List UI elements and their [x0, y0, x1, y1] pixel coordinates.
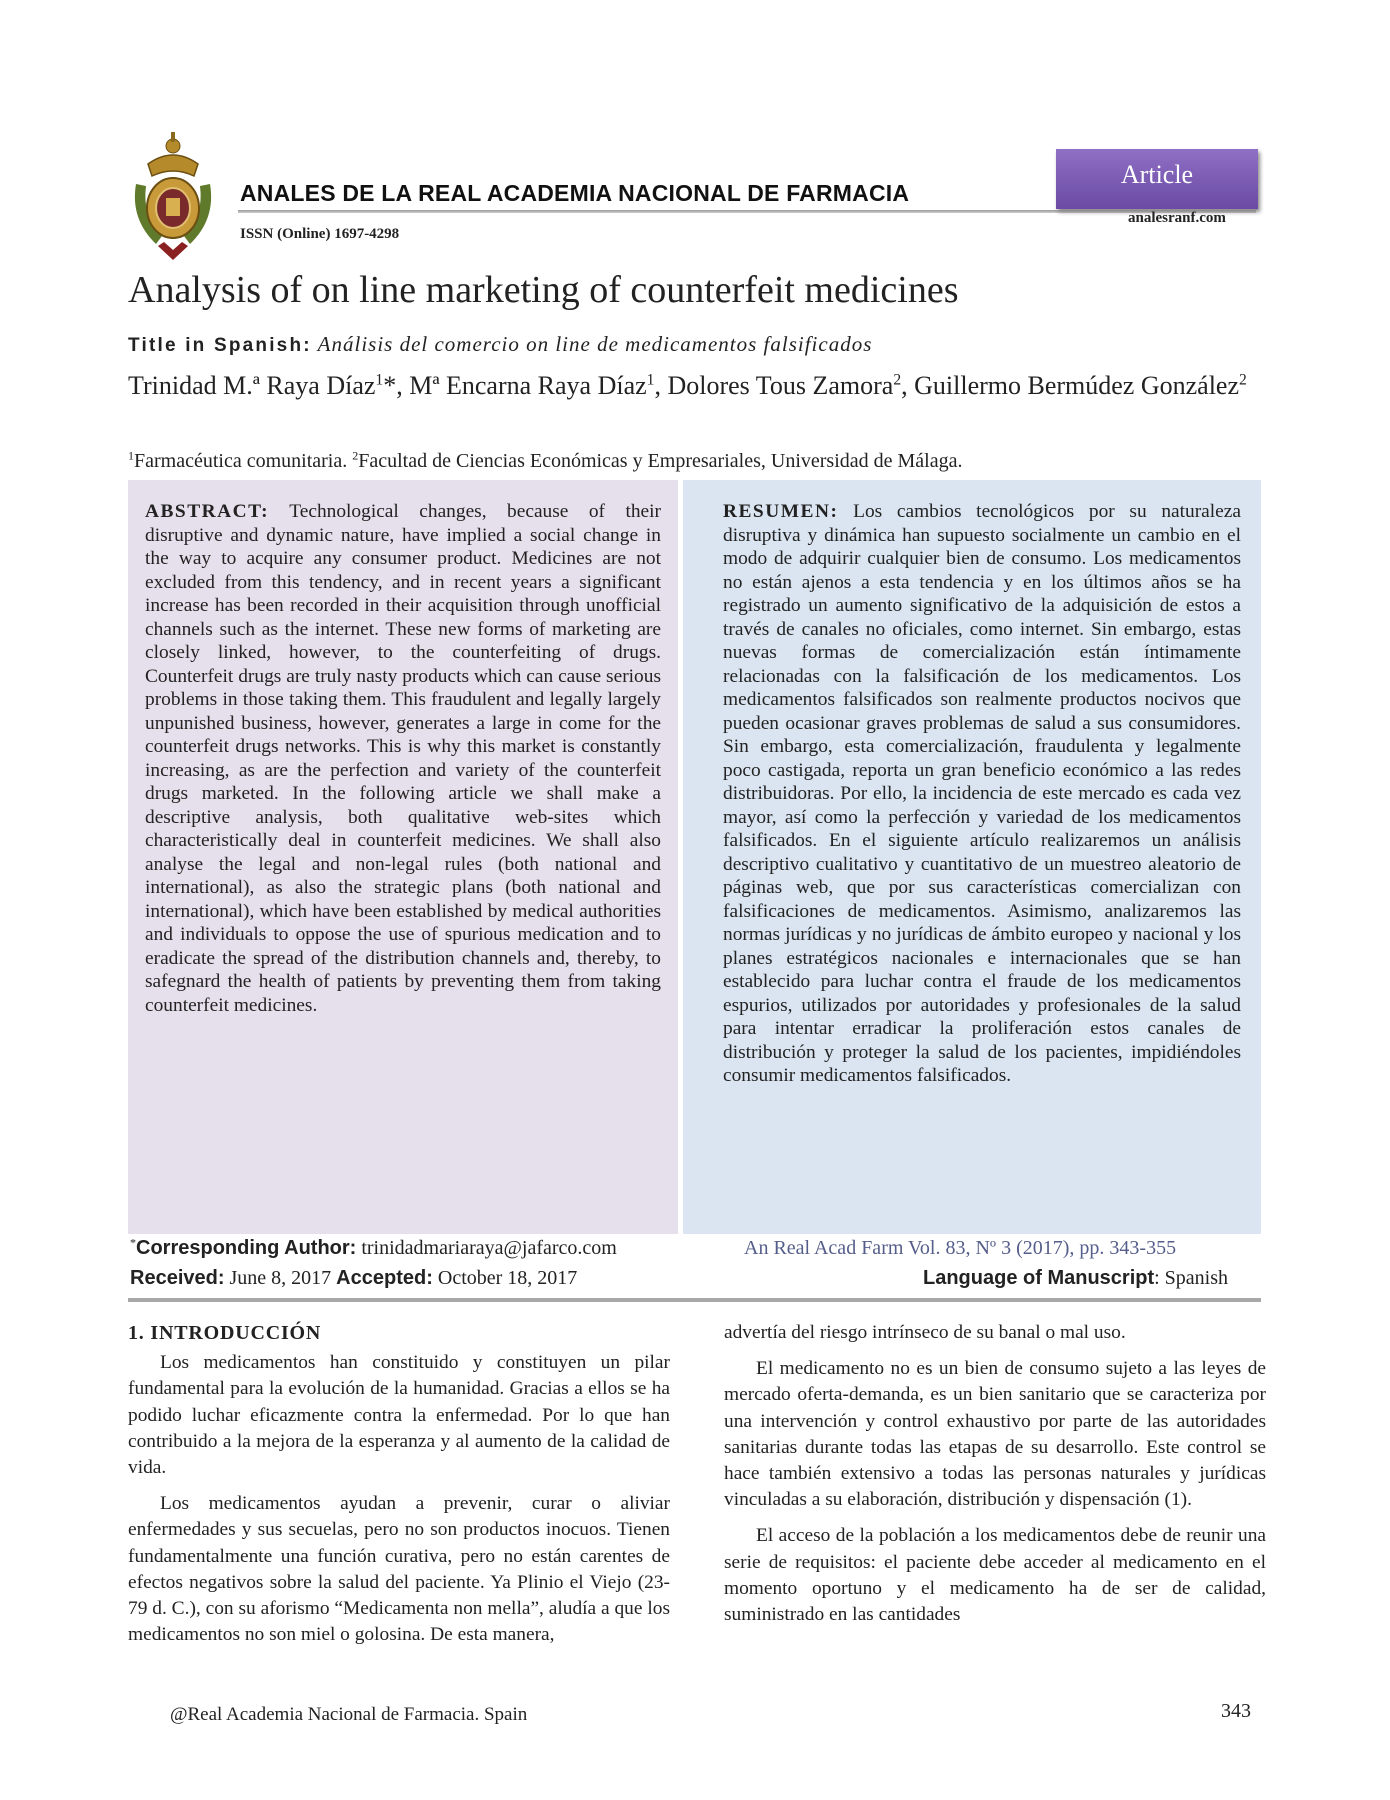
- footer-copyright: @Real Academia Nacional de Farmacia. Spain: [170, 1704, 528, 1725]
- spanish-title-label: Title in Spanish:: [128, 335, 312, 356]
- body-paragraph: Los medicamentos han constituido y constituyen un pilar fundamental para la evolución de la humanidad. Gracias a ellos se ha podido luchar eficazmente contra la enfermedad. Por lo que han contribuido a la mejora de la esperanza y al aumento de la calidad de vida.: [128, 1352, 670, 1479]
- affiliations: $^1$Farmacéutica comunitaria. $^2$Facultad de Ciencias Económicas y Empresariales, Universidad de Málaga.: [128, 448, 963, 472]
- body-paragraph: El acceso de la población a los medicamentos debe de reunir una serie de requisitos: el paciente debe acceder al medicamento en el momento oportuno y el medicamento ha de ser de calidad, suministrado en las cantidades: [724, 1525, 1266, 1626]
- spanish-title-line: [128, 332, 872, 357]
- body-column-right: [724, 1320, 1266, 1638]
- resumen-label: RESUMEN:: [723, 501, 839, 522]
- author-name: Dolores Tous Zamora: [667, 371, 894, 400]
- resumen-text: Los cambios tecnológicos por su naturaleza disruptiva y dinámica han supuesto socialmente un cambio en el modo de adquirir cualquier bien de consumo. Los medicamentos no están ajenos a esta tendencia y en los últimos años se ha registrado un aumento significativo de la adquisición de estos a través de canales no oficiales, como internet. Sin embargo, estas nuevas formas de comercialización están íntimamente relacionadas con la falsificación de los medicamentos. Los medicamentos falsificados son realmente productos nocivos que pueden ocasionar graves problemas de salud a sus consumidores. Sin embargo, esta comercialización, fraudulenta y legalmente poco castigada, reporta un gran beneficio económico a las redes distribuidoras. Por ello, la incidencia de este mercado es cada vez mayor, así como la perfección y variedad de los medicamentos falsificados. En el siguiente artículo realizaremos un análisis descriptivo cualitativo y cuantitativo de un muestreo aleatorio de páginas web, que por sus características comercializan con falsificaciones de medicamentos. Asimismo, analizaremos las normas jurídicas y no jurídicas de ámbito europeo y nacional y los planes estratégicos nacionales e internacionales que se han establecido para luchar contra el fraude de los medicamentos espurios, utilizados por autoridades y profesionales de la salud para intentar erradicar la proliferación estos canales de distribución y proteger la salud de los pacientes, impidiéndoles consumir medicamentos falsificados.: [723, 501, 1241, 1086]
- body-column-left: [128, 1320, 670, 1658]
- body-paragraph: El medicamento no es un bien de consumo sujeto a las leyes de mercado oferta-demanda, es un bien sanitario que se caracteriza por una intervención y control exhaustivo por parte de las autoridades sanitarias durante todas las etapas de su desarrollo. Este control se hace también extensivo a todas las personas naturales y jurídicas vinculadas a su elaboración, distribución y dispensación (1).: [724, 1358, 1266, 1511]
- academy-crest-logo: [128, 124, 218, 266]
- article-type-badge: Article: [1056, 149, 1258, 209]
- section-divider: [128, 1298, 1261, 1302]
- author-name: Mª Encarna Raya Díaz: [409, 371, 647, 400]
- abstract-spanish: [683, 480, 1261, 1234]
- section-heading: 1. INTRODUCCIÓN: [128, 1322, 322, 1344]
- body-paragraph-continued: advertía del riesgo intrínseco de su banal o mal uso.: [724, 1322, 1126, 1343]
- article-title: Analysis of on line marketing of counterfeit medicines: [128, 269, 959, 311]
- author-name: Guillermo Bermúdez González: [914, 371, 1239, 400]
- header-divider: [238, 210, 1256, 213]
- abstract-text: Technological changes, because of their disruptive and dynamic nature, have implied a social change in the way to acquire any consumer product. Medicines are not excluded from this tendency, and in recent years a significant increase has been recorded in their acquisition through unofficial channels such as the internet. These new forms of marketing are closely linked, however, to the counterfeiting of drugs. Counterfeit drugs are truly nasty products which can cause serious problems in those taking them. This fraudulent and legally largely unpunished business, however, generates a large in come for the counterfeit drugs networks. This is why this market is constantly increasing, as are the perfection and variety of the counterfeit drugs marketed. In the following article we shall make a descriptive analysis, both qualitative web-sites which characteristically deal in counterfeit medicines. We shall also analyse the legal and non-legal rules (both national and international), as also the strategic plans (both national and international), which have been established by medical authorities and individuals to oppose the use of spurious medication and to eradicate the spread of the distribution channels and, thereby, to safegnard the health of patients by preventing them from taking counterfeit medicines.: [145, 501, 662, 1016]
- citation: An Real Acad Farm Vol. 83, Nº 3 (2017), pp. 343-355: [744, 1237, 1177, 1259]
- journal-website: analesranf.com: [1128, 210, 1226, 226]
- corresponding-author: *Corresponding Author: trinidadmariaraya@jafarco.com: [130, 1235, 617, 1259]
- author-name: Trinidad M.ª Raya Díaz: [128, 371, 376, 400]
- abstract-label: ABSTRACT:: [145, 501, 270, 522]
- author-list: Trinidad M.ª Raya Díaz$^1$*, Mª Encarna Raya Díaz$^1$, Dolores Tous Zamora$^2$, Guillermo Bermúdez González$^2$: [128, 371, 1247, 400]
- body-paragraph: Los medicamentos ayudan a prevenir, curar o aliviar enfermedades y sus secuelas, pero no son productos inocuos. Tienen fundamentalmente una función curativa, pero no están carentes de efectos negativos sobre la salud del paciente. Ya Plinio el Viejo (23-79 d. C.), con su aforismo “Medicamenta non mella”, aludía a que los medicamentos no son miel o golosina. De esta manera,: [128, 1493, 670, 1646]
- corresponding-email[interactable]: trinidadmariaraya@jafarco.com: [361, 1237, 617, 1259]
- issn: ISSN (Online) 1697-4298: [240, 226, 400, 242]
- manuscript-language: Language of Manuscript: Spanish: [923, 1267, 1229, 1289]
- journal-name: ANALES DE LA REAL ACADEMIA NACIONAL DE FARMACIA: [240, 180, 910, 206]
- abstract-english: [128, 480, 678, 1234]
- page-number: 343: [1221, 1700, 1251, 1722]
- spanish-title: Análisis del comercio on line de medicamentos falsificados: [317, 332, 873, 356]
- received-accepted: Received: June 8, 2017 Accepted: October 18, 2017: [130, 1267, 578, 1289]
